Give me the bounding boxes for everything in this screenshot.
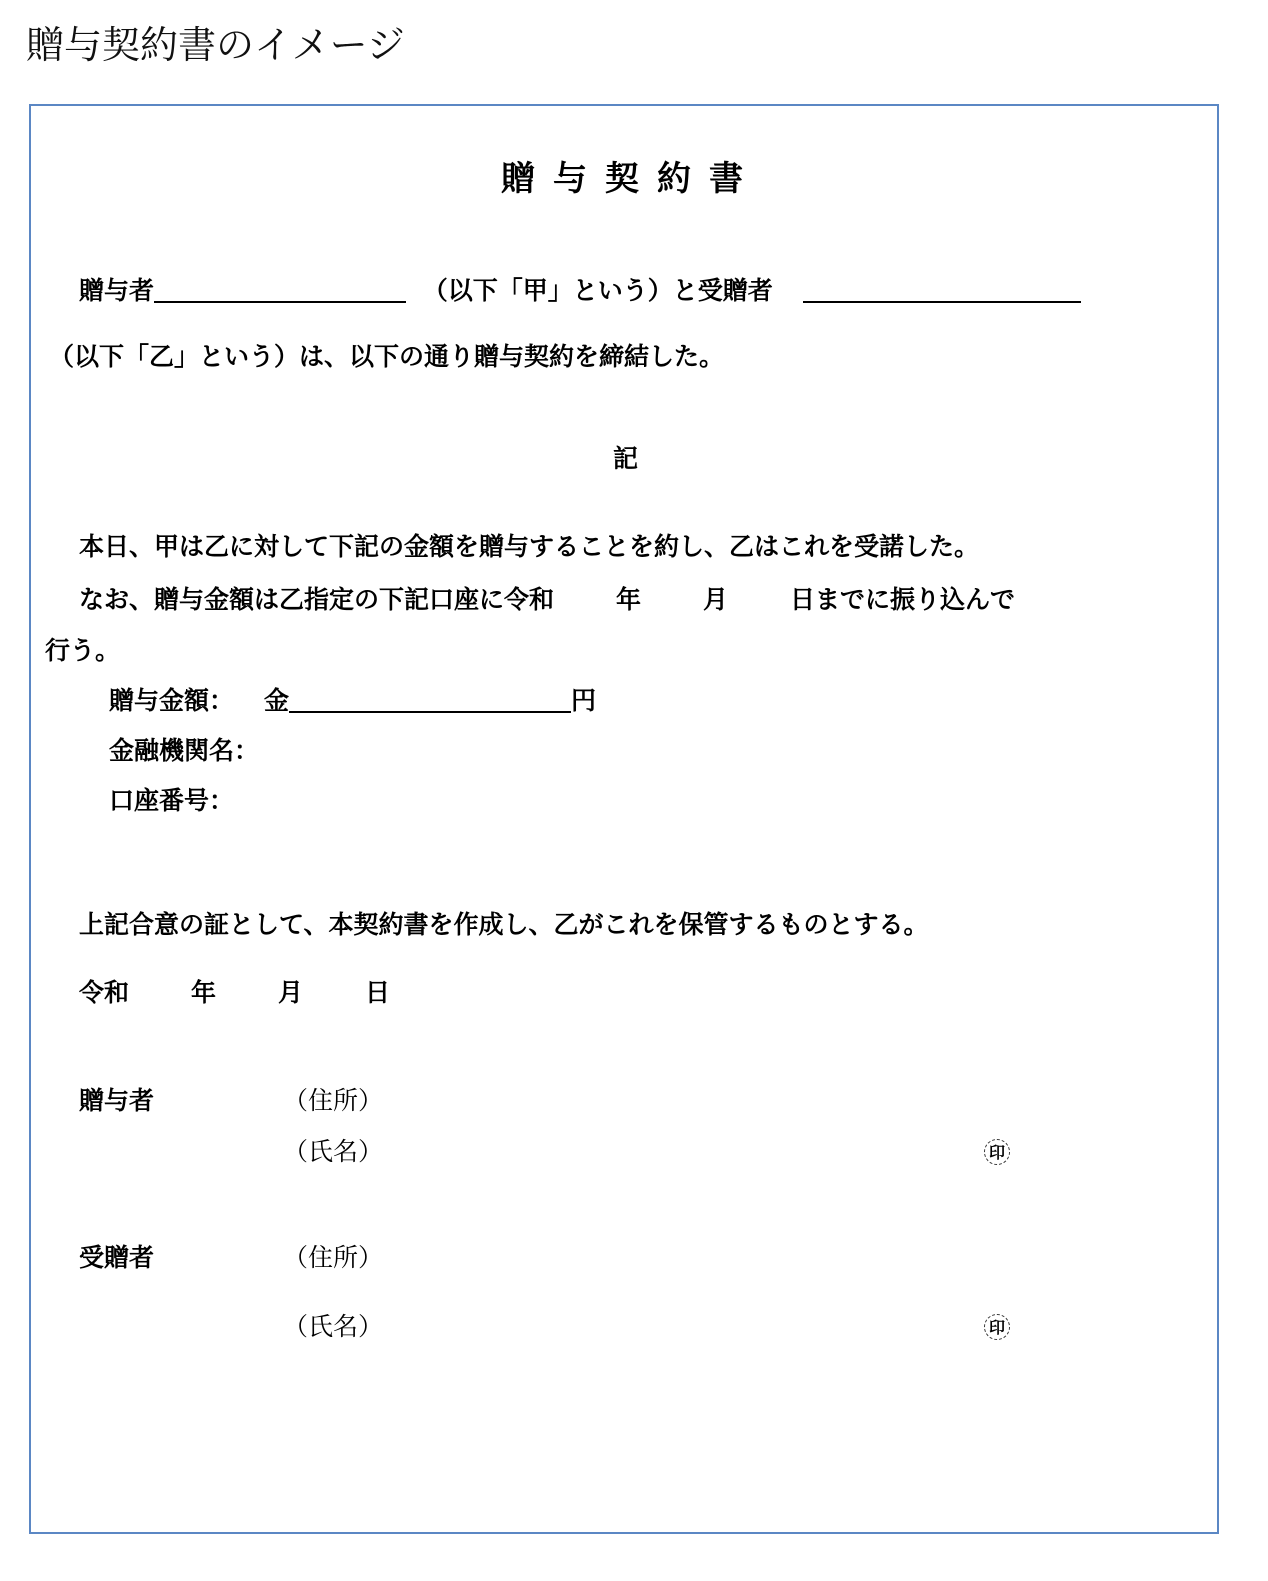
amount-blank <box>289 711 571 713</box>
agreement-paragraph: 本日、甲は乙に対して下記の金額を贈与することを約し、乙はこれを受諾した。 <box>79 532 980 561</box>
amount-label: 贈与金額： <box>109 686 235 715</box>
bank-label: 金融機関名： <box>109 736 260 765</box>
date-era: 令和 <box>79 978 130 1007</box>
donor-seal-mark: 印 <box>984 1139 1010 1165</box>
transfer-paragraph <box>79 585 1015 615</box>
parties-line-1 <box>79 276 1081 306</box>
account-label: 口座番号： <box>109 786 235 815</box>
transfer-continuation: 行う。 <box>45 636 121 665</box>
transfer-year: 年 <box>616 585 642 614</box>
donee-address-label: （住所） <box>283 1243 384 1272</box>
page-heading: 贈与契約書のイメージ <box>26 23 405 67</box>
transfer-month: 月 <box>703 585 729 614</box>
donee-block-label: 受贈者 <box>79 1243 155 1272</box>
parties-middle-text: （以下「甲」という）と受贈者 <box>422 276 773 305</box>
document-frame <box>29 104 1219 1534</box>
amount-line <box>109 686 596 716</box>
donee-name-label: （氏名） <box>283 1312 384 1341</box>
date-day: 日 <box>365 978 391 1007</box>
date-month: 月 <box>278 978 304 1007</box>
donee-seal-mark: 印 <box>984 1314 1010 1340</box>
ki-heading: 記 <box>613 444 639 473</box>
donee-blank <box>803 301 1081 303</box>
parties-line-2: （以下「乙」という）は、以下の通り贈与契約を締結した。 <box>49 342 725 371</box>
contract-date <box>79 978 390 1008</box>
amount-prefix: 金 <box>264 686 290 715</box>
donor-address-label: （住所） <box>283 1086 384 1115</box>
transfer-text-2: 日までに振り込んで <box>790 585 1016 614</box>
donor-blank <box>154 301 406 303</box>
date-year: 年 <box>191 978 217 1007</box>
amount-suffix: 円 <box>571 686 597 715</box>
document-title: 贈与契約書 <box>501 159 761 199</box>
donor-block-label: 贈与者 <box>79 1086 155 1115</box>
donor-label: 贈与者 <box>79 276 155 305</box>
closing-paragraph: 上記合意の証として、本契約書を作成し、乙がこれを保管するものとする。 <box>79 910 929 939</box>
transfer-text-1: なお、贈与金額は乙指定の下記口座に令和 <box>79 585 555 614</box>
donor-name-label: （氏名） <box>283 1137 384 1166</box>
